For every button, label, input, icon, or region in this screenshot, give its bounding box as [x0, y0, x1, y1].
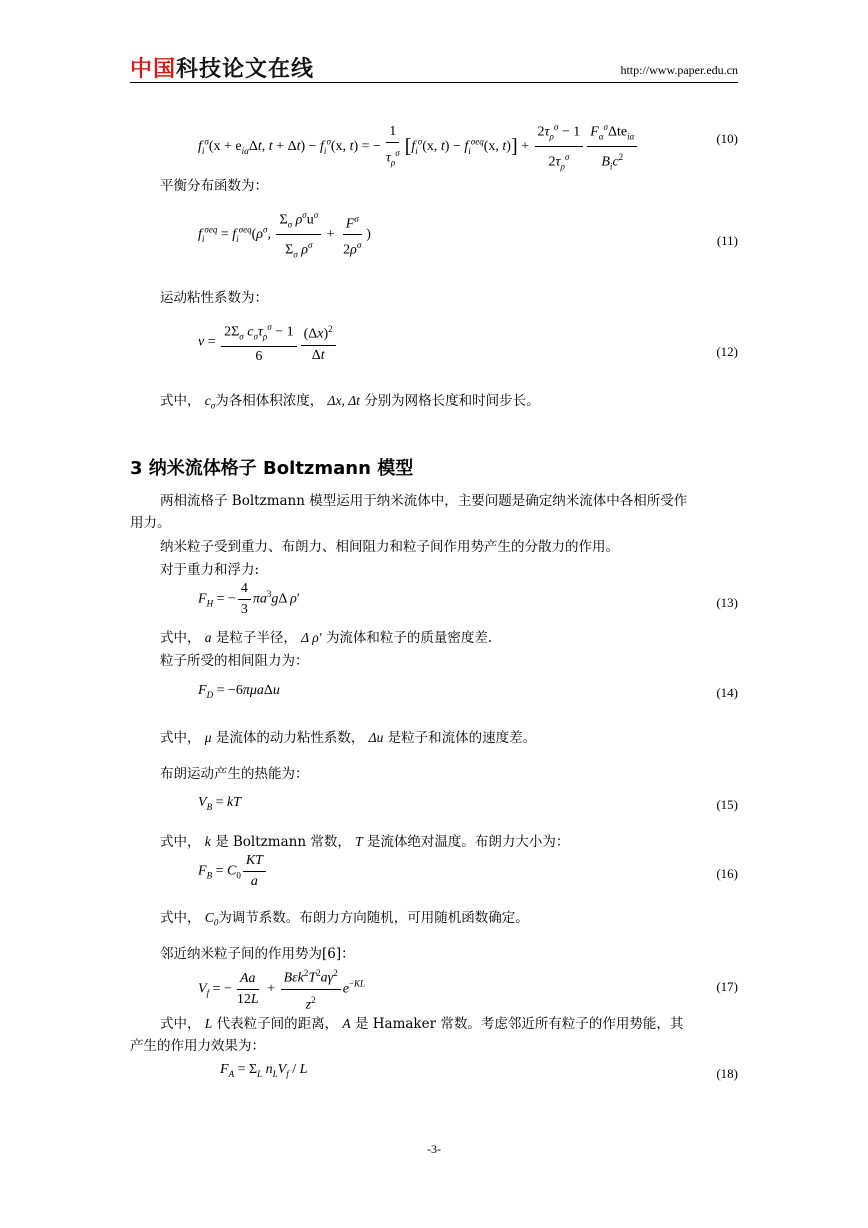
equation-10: $f_i^\sigma(x + e_{i\alpha}\Delta t$, $t + \Delta t) - f_i^\sigma(x$, t) = − $\frac{1}{\tau_\rho^\sigma}$ [$f_i^\sigma(x$, $t) - f_i^{\sigma eq}(x$, t)] + $\frac{2\tau_\rho^\sigma - 1}{2\tau_\rho^\sigma}$ $\frac{F_\alpha^\sigma\Delta te_{i\alpha}}{B_ic^2}$ — [198, 118, 639, 176]
text-run: 式中， — [160, 1016, 201, 1032]
text-run: 为流体和粒子的质量密度差. — [325, 630, 493, 646]
var-dx-dt: Δx, Δt — [327, 393, 360, 408]
text-run: 是粒子和流体的速度差。 — [387, 730, 537, 746]
equation-12: v = $\frac{2\Sigma_\sigma c_\sigma\tau_\rho^\sigma - 1}{6}$ $\frac{(\Delta x)^2}{\Delta t}$ — [198, 318, 338, 366]
text-run: 为调节系数。布朗力方向随机，可用随机函数确定。 — [218, 910, 529, 926]
eq13-intro: 对于重力和浮力: — [160, 562, 260, 578]
header-rule — [130, 82, 738, 83]
page-number: -3- — [427, 1142, 441, 1156]
text-run: 式中， — [160, 834, 201, 850]
text-run: 式中， — [160, 730, 201, 746]
equation-number-12: (12) — [716, 344, 738, 359]
logo-red-text: 中国 — [130, 57, 177, 82]
text-run: 是 Boltzmann 常数， — [215, 834, 351, 850]
eq12-intro: 运动粘性系数为： — [160, 290, 268, 306]
text-run: 式中， — [160, 630, 201, 646]
equation-15: $V_B$ = kT — [198, 795, 241, 812]
equation-16: $F_B = C_0$ $\frac{KT}{a}$ — [198, 852, 268, 891]
paragraph-2: 纳米粒子受到重力、布朗力、相间阻力和粒子间作用势产生的分散力的作用。 — [160, 539, 619, 555]
var-delta-rho: Δ ρ′ — [301, 630, 322, 645]
var-a: a — [204, 630, 212, 645]
equation-number-13: (13) — [716, 595, 738, 610]
eq16-explanation — [160, 907, 529, 934]
var-c0: $C_0$ — [204, 910, 219, 928]
equation-11: $f_i^{\sigma eq} = f_i^{\sigma eq}(\rho^\sigma$, $\frac{\Sigma_\sigma \rho^\sigma u^\sigma}{\Sigma_\sigma \rho^\sigma}$ + $\frac{F^\sigma}{2\rho^\sigma}$ ) — [198, 206, 371, 264]
eq15-intro: 布朗运动产生的热能为： — [160, 766, 309, 782]
equation-14: $F_D = -6\pi\mu a\Delta u$ — [198, 683, 280, 700]
eq15-explanation — [160, 831, 569, 853]
logo-black-text: 科技论文在线 — [176, 57, 315, 82]
equation-number-14: (14) — [716, 685, 738, 700]
text-run: 是 Hamaker 常数。考虑邻近所有粒子的作用势能，其 — [354, 1016, 684, 1032]
eq17-explanation-line-2: 产生的作用力效果为： — [130, 1038, 265, 1054]
eq14-intro: 粒子所受的相间阻力为： — [160, 653, 309, 669]
text-run: 分别为网格长度和时间步长。 — [364, 393, 540, 409]
var-k: k — [204, 834, 211, 849]
text-run: 是粒子半径， — [215, 630, 297, 646]
text-run: 是流体的动力粘性系数， — [215, 730, 365, 746]
eq14-explanation — [160, 727, 536, 749]
text-run: 式中， — [160, 393, 201, 409]
eq13-explanation — [160, 627, 492, 649]
var-T: T — [355, 834, 363, 849]
equation-number-17: (17) — [716, 979, 738, 994]
text-run: 式中， — [160, 910, 201, 926]
equation-17: $V_f$ = − $\frac{Aa}{12L}$ + $\frac{B\varepsilon k^2T^2a\gamma^2}{z^2}$ $e^{-KL}$ — [198, 964, 365, 1014]
var-delta-u: Δu — [368, 730, 384, 745]
eq12-explanation — [160, 390, 540, 417]
eq17-explanation-line-1 — [160, 1013, 683, 1035]
header-url[interactable]: http://www.paper.edu.cn — [620, 63, 738, 77]
equation-number-11: (11) — [716, 233, 738, 248]
text-run: 为各相体积浓度， — [215, 393, 324, 409]
paragraph-1-line-1: 两相流格子 Boltzmann 模型运用于纳米流体中，主要问题是确定纳米流体中各相所受作 — [160, 493, 688, 509]
journal-logo — [130, 52, 314, 83]
var-A: A — [342, 1016, 351, 1031]
var-L: L — [204, 1016, 213, 1031]
equation-number-18: (18) — [716, 1066, 738, 1081]
section-heading: 3 纳米流体格子 Boltzmann 模型 — [130, 458, 414, 479]
text-run: 是流体绝对温度。布朗力大小为： — [366, 834, 570, 850]
paragraph-1-line-2: 用力。 — [130, 515, 171, 531]
eq11-intro: 平衡分布函数为： — [160, 178, 268, 194]
var-mu: μ — [204, 730, 212, 745]
var-c-sigma: $c_\sigma$ — [204, 393, 216, 411]
equation-number-16: (16) — [716, 866, 738, 881]
eq17-intro: 邻近纳米粒子间的作用势为[6]： — [160, 946, 355, 962]
equation-number-15: (15) — [716, 797, 738, 812]
text-run: 代表粒子间的距离， — [216, 1016, 339, 1032]
equation-number-10: (10) — [716, 131, 738, 146]
equation-13: $F_H$ = − $\frac{4}{3}$ $\pi a^3g\Delta$ ρ′ — [198, 581, 300, 617]
equation-18: $F_A = \Sigma_L$ $n_LV_f$ / L — [220, 1062, 308, 1079]
